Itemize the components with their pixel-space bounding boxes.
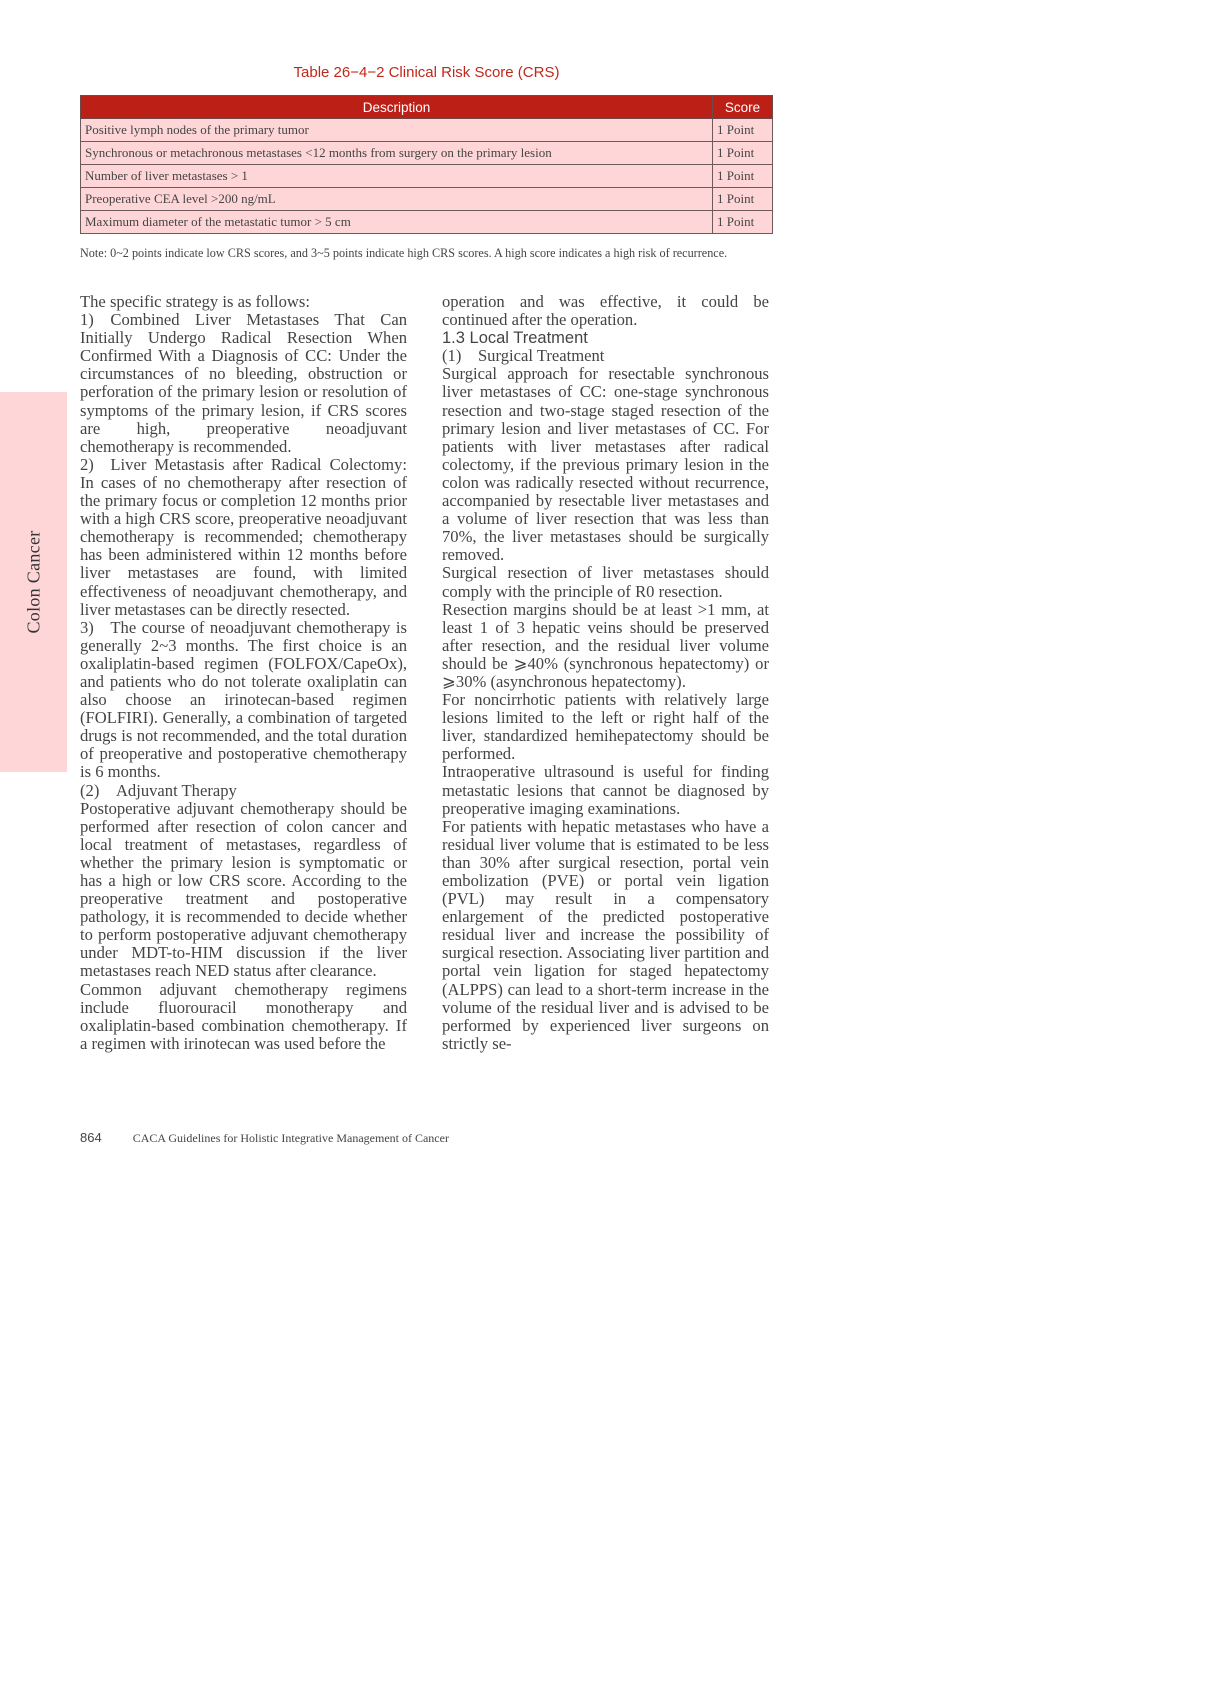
row-score: 1 Point: [713, 165, 773, 188]
running-title: CACA Guidelines for Holistic Integrative Management of Cancer: [132, 1131, 449, 1145]
row-description: Positive lymph nodes of the primary tumor: [81, 119, 713, 142]
paragraph: Surgical resection of liver metastases should comply with the principle of R0 resection.: [442, 563, 769, 601]
paragraph: Resection margins should be at least >1 mm, at least 1 of 3 hepatic veins should be preserved after resection, and the residual liver volume should be ⩾40% (synchronous hepatectomy) or ⩾30% (asynchronous hepatectomy).: [442, 599, 769, 691]
row-description: Maximum diameter of the metastatic tumor > 5 cm: [81, 211, 713, 234]
chapter-label: Colon Cancer: [23, 530, 43, 634]
page-number: 864: [80, 1130, 102, 1145]
table-row: [81, 119, 773, 142]
chapter-side-tab: [0, 392, 67, 772]
paragraph: 3) The course of neoadjuvant chemotherapy is generally 2~3 months. The first choice is an oxaliplatin-based regimen (FOLFOX/CapeOx), and patients who do not tolerate oxaliplatin can also choose an irinotecan-based regimen (FOLFIRI). Generally, a combination of targeted drugs is not recommended, and the total duration of preoperative and postoperative chemotherapy is 6 months.: [80, 617, 407, 782]
paragraph: 1) Combined Liver Metastases That Can Initially Undergo Radical Resection When Confirmed With a Diagnosis of CC: Under the circumstances of no bleeding, obstruction or perforation of the primary lesion or resolution of symptoms of the primary lesion, if CRS scores are high, preoperative neoadjuvant chemotherapy is recommended.: [80, 310, 407, 456]
column-header-score: Score: [713, 96, 773, 119]
page-footer: [80, 1130, 449, 1146]
row-description: Preoperative CEA level >200 ng/mL: [81, 188, 713, 211]
paragraph: For noncirrhotic patients with relatively large lesions limited to the left or right half of the liver, standardized hemihepatectomy should be performed.: [442, 690, 769, 764]
paragraph: Surgical approach for resectable synchronous liver metastases of CC: one-stage synchronous resection and two-stage staged resection of the primary lesion and liver metastases of CC. For patients with liver metastases after radical colectomy, if the previous primary lesion in the colon was radically resected without recurrence, accompanied by resectable liver metastases and a volume of liver resection that was less than 70%, the liver metastases should be surgically removed.: [442, 364, 769, 565]
row-description: Synchronous or metachronous metastases <12 months from surgery on the primary lesion: [81, 142, 713, 165]
paragraph: Postoperative adjuvant chemotherapy should be performed after resection of colon cancer and local treatment of metastases, regardless of whether the primary lesion is symptomatic or has a high or low CRS score. According to the preoperative treatment and postoperative pathology, it is recommended to decide whether to perform postoperative adjuvant chemotherapy under MDT-to-HIM discussion if the liver metastases reach NED status after clearance.: [80, 798, 407, 981]
section-heading: 1.3 Local Treatment: [442, 329, 588, 348]
row-score: 1 Point: [713, 211, 773, 234]
row-description: Number of liver metastases > 1: [81, 165, 713, 188]
table-row: [81, 165, 773, 188]
left-text-column: [80, 293, 407, 1053]
table-caption: Table 26−4−2 Clinical Risk Score (CRS): [293, 64, 560, 81]
column-header-description: Description: [81, 96, 713, 119]
table-row: [81, 211, 773, 234]
table-row: [81, 142, 773, 165]
paragraph: For patients with hepatic metastases who have a residual liver volume that is estimated to be less than 30% after surgical resection, portal vein embolization (PVE) or portal vein ligation (PVL) may result in a compensatory enlargement of the predicted postoperative residual liver and increase the possibility of surgical resection. Associating liver partition and portal vein ligation for staged hepatectomy (ALPPS) can lead to a short-term increase in the volume of the residual liver and is advised to be performed by experienced liver surgeons on strictly se-: [442, 816, 769, 1053]
table-header-row: [81, 96, 773, 119]
paragraph: Common adjuvant chemotherapy regimens include fluorouracil monotherapy and oxaliplatin-based combination chemotherapy. If a regimen with irinotecan was used before the: [80, 979, 407, 1053]
row-score: 1 Point: [713, 188, 773, 211]
paragraph: Intraoperative ultrasound is useful for finding metastatic lesions that cannot be diagnosed by preoperative imaging examinations.: [442, 762, 769, 818]
subsection-heading: (2) Adjuvant Therapy: [80, 780, 237, 800]
crs-table: [80, 95, 773, 234]
paragraph: 2) Liver Metastasis after Radical Colectomy: In cases of no chemotherapy after resection of the primary focus or completion 12 months prior with a high CRS score, preoperative neoadjuvant chemotherapy is recommended; chemotherapy has been administered within 12 months before liver metastases are found, with limited effectiveness of neoadjuvant chemotherapy, and liver metastases can be directly resected.: [80, 454, 407, 619]
table-row: [81, 188, 773, 211]
table-note: Note: 0~2 points indicate low CRS scores, and 3~5 points indicate high CRS scores. A high score indicates a high risk of recurrence.: [80, 246, 728, 260]
right-text-column: [442, 293, 769, 1053]
subsection-heading: (1) Surgical Treatment: [442, 346, 605, 366]
row-score: 1 Point: [713, 119, 773, 142]
paragraph: operation and was effective, it could be continued after the operation.: [442, 292, 769, 330]
row-score: 1 Point: [713, 142, 773, 165]
paragraph: The specific strategy is as follows:: [80, 292, 310, 311]
